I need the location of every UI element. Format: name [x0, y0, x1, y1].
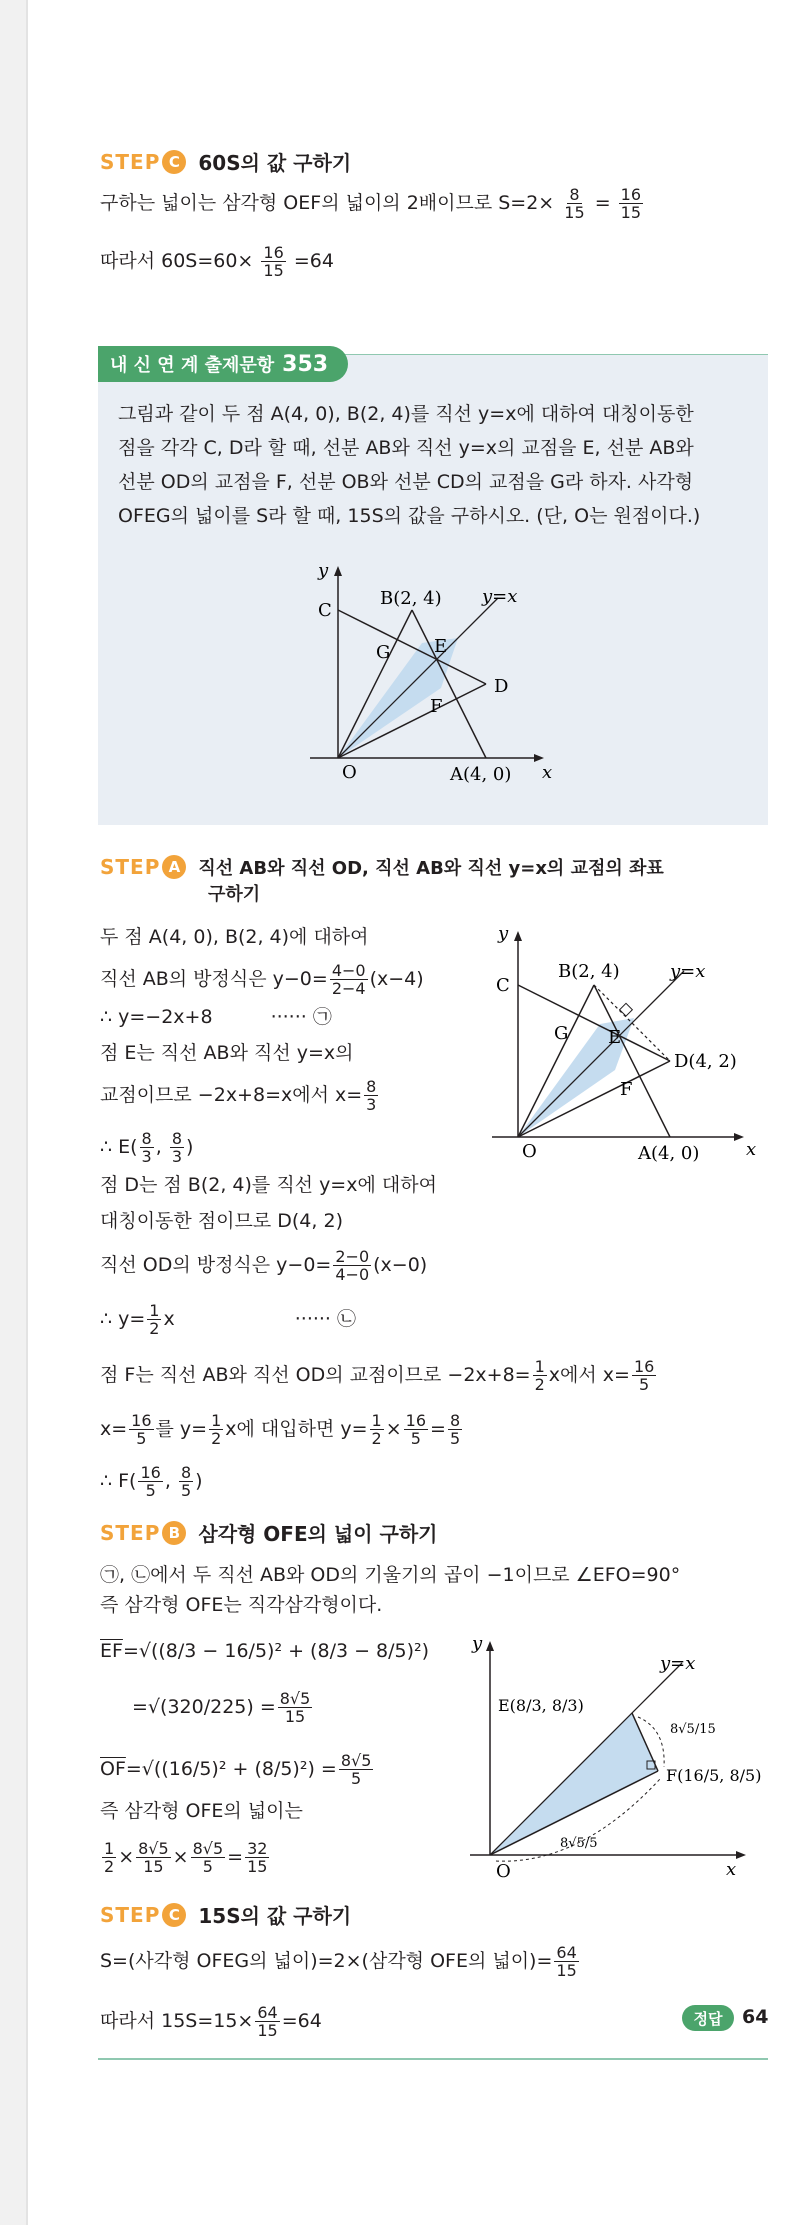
svg-text:C: C: [318, 600, 332, 621]
svg-text:E: E: [608, 1027, 622, 1048]
fraction: $\frac{8}{15}$: [564, 185, 585, 222]
sol-c-line-2: 따라서 15S=15× $\frac{64}{15}$ =64: [100, 2003, 322, 2040]
svg-text:x: x: [726, 1859, 737, 1880]
top-line-1: 구하는 넓이는 삼각형 OEF의 넓이의 2배이므로 S=2× $\frac{8}{15}$ = $\frac{16}{15}$: [100, 185, 642, 222]
svg-text:y: y: [498, 923, 509, 944]
svg-text:y: y: [318, 560, 329, 581]
svg-text:A(4, 0): A(4, 0): [638, 1143, 700, 1164]
svg-text:y=x: y=x: [482, 586, 518, 607]
problem-tag: 내 신 연 계 출제문항 353: [98, 346, 348, 382]
svg-text:x: x: [746, 1139, 757, 1160]
binding-strip: [0, 0, 26, 2225]
svg-text:G: G: [376, 642, 391, 663]
problem-line-2: 점을 각각 C, D라 할 때, 선분 AB와 직선 y=x의 교점을 E, 선분 AB와: [118, 437, 694, 459]
svg-text:C: C: [496, 975, 510, 996]
answer-badge: 정답: [682, 2005, 734, 2031]
solution-figure: [470, 905, 770, 1185]
svg-text:F: F: [620, 1079, 633, 1100]
svg-text:x: x: [542, 762, 553, 783]
svg-text:O: O: [342, 762, 357, 783]
problem-line-1: 그림과 같이 두 점 A(4, 0), B(2, 4)를 직선 y=x에 대하여 대칭이동한: [118, 403, 694, 425]
step-a-title-2: 구하기: [208, 884, 261, 905]
sol-a-line-1: 두 점 A(4, 0), B(2, 4)에 대하여: [100, 926, 369, 948]
sol-b-ef-2: =√(320/225) = $\frac{8√5}{15}$: [132, 1689, 311, 1726]
svg-text:y=x: y=x: [660, 1653, 696, 1674]
fraction: $\frac{16}{15}$: [620, 185, 642, 222]
problem-number: 353: [282, 351, 329, 377]
problem-line-3: 선분 OD의 교점을 F, 선분 OB와 선분 CD의 교점을 G라 하자. 사각형: [118, 471, 694, 493]
sol-b-line-2: 즉 삼각형 OFE는 직각삼각형이다.: [100, 1594, 383, 1616]
step-badge: C: [162, 150, 186, 174]
svg-text:F(16/5, 8/5): F(16/5, 8/5): [666, 1766, 762, 1785]
sol-a-line-3: ∴ y=−2x+8 ······ ㉠: [100, 1006, 332, 1028]
sol-b-line-1: ㉠, ㉡에서 두 직선 AB와 OD의 기울기의 곱이 −1이므로 ∠EFO=90°: [100, 1564, 681, 1586]
svg-text:8√5/15: 8√5/15: [670, 1722, 716, 1737]
sol-b-of: $\overline{OF}=√((16/5)^2 + (8/5)^2)$ = $\frac{8√5}{5}$: [100, 1751, 372, 1788]
svg-text:D(4, 2): D(4, 2): [674, 1051, 737, 1072]
svg-text:8√5/5: 8√5/5: [560, 1836, 598, 1851]
svg-text:D: D: [494, 676, 509, 697]
sol-a-line-11: 점 F는 직선 AB와 직선 OD의 교점이므로 −2x+8= $\frac{1}{2}$ x에서 x= $\frac{16}{5}$: [100, 1357, 655, 1394]
svg-text:G: G: [554, 1023, 569, 1044]
svg-text:O: O: [522, 1141, 537, 1162]
problem-figure: [290, 540, 580, 810]
sol-a-line-12: x= $\frac{16}{5}$ 를 y= $\frac{1}{2}$ x에 대입하면 y= $\frac{1}{2}$ × $\frac{16}{5}$ = $\frac{8}{5}$: [100, 1411, 461, 1448]
sol-a-line-13: ∴ F( $\frac{16}{5}$ , $\frac{8}{5}$ ): [100, 1463, 203, 1500]
step-label: STEP: [100, 149, 161, 174]
svg-text:B(2, 4): B(2, 4): [558, 961, 620, 982]
sol-a-line-9: 직선 OD의 방정식은 y−0= $\frac{2-0}{4-0}$ (x−0): [100, 1247, 428, 1284]
step-title: 60S의 값 구하기: [198, 151, 352, 175]
step-b-heading: STEP B 삼각형 OFE의 넓이 구하기: [100, 1520, 438, 1546]
fraction: $\frac{16}{15}$: [263, 243, 284, 280]
svg-text:E: E: [434, 636, 448, 657]
sol-b-ef: $\overline{EF}=√((8/3 - 16/5)^2 + (8/3 - 8/5)^2)$: [100, 1640, 430, 1662]
sol-a-line-7: 점 D는 점 B(2, 4)를 직선 y=x에 대하여: [100, 1174, 437, 1196]
svg-text:E(8/3, 8/3): E(8/3, 8/3): [498, 1696, 584, 1715]
sol-a-line-10: ∴ y= $\frac{1}{2}$ x ······ ㉡: [100, 1301, 357, 1338]
svg-text:y=x: y=x: [670, 961, 706, 982]
sol-a-line-2: 직선 AB의 방정식은 y−0= $\frac{4-0}{2-4}$ (x−4): [100, 961, 424, 998]
sol-b-line-3: 즉 삼각형 OFE의 넓이는: [100, 1800, 303, 1822]
sol-a-line-4: 점 E는 직선 AB와 직선 y=x의: [100, 1042, 354, 1064]
sol-a-line-5: 교점이므로 −2x+8=x에서 x= $\frac{8}{3}$: [100, 1077, 377, 1114]
problem-line-4: OFEG의 넓이를 S라 할 때, 15S의 값을 구하시오. (단, O는 원점이다.): [118, 505, 701, 527]
bottom-rule: [98, 2058, 768, 2060]
svg-text:A(4, 0): A(4, 0): [450, 764, 512, 785]
svg-text:O: O: [496, 1861, 511, 1882]
step-a-heading: STEP A 직선 AB와 직선 OD, 직선 AB와 직선 y=x의 교점의 좌표: [100, 855, 664, 879]
sol-a-line-8: 대칭이동한 점이므로 D(4, 2): [100, 1210, 343, 1232]
sol-a-line-6: ∴ E( $\frac{8}{3}$ , $\frac{8}{3}$ ): [100, 1129, 194, 1166]
svg-text:y: y: [472, 1633, 483, 1654]
svg-text:F: F: [430, 696, 443, 717]
sol-c-line-1: S=(사각형 OFEG의 넓이)=2×(삼각형 OFE의 넓이)= $\frac{64}{15}$: [100, 1943, 577, 1980]
top-line-2: 따라서 60S=60× $\frac{16}{15}$ =64: [100, 243, 334, 280]
sol-b-area: $\frac{1}{2}$ × $\frac{8√5}{15}$ × $\frac{8√5}{5}$ = $\frac{32}{15}$: [104, 1839, 268, 1876]
triangle-figure: [470, 1625, 770, 1890]
binding-line: [26, 0, 28, 2225]
step-c-heading: STEP C 15S의 값 구하기: [100, 1902, 352, 1928]
step-c-top-heading: [100, 147, 351, 176]
svg-text:B(2, 4): B(2, 4): [380, 588, 442, 609]
answer-value: 64: [742, 2006, 769, 2028]
